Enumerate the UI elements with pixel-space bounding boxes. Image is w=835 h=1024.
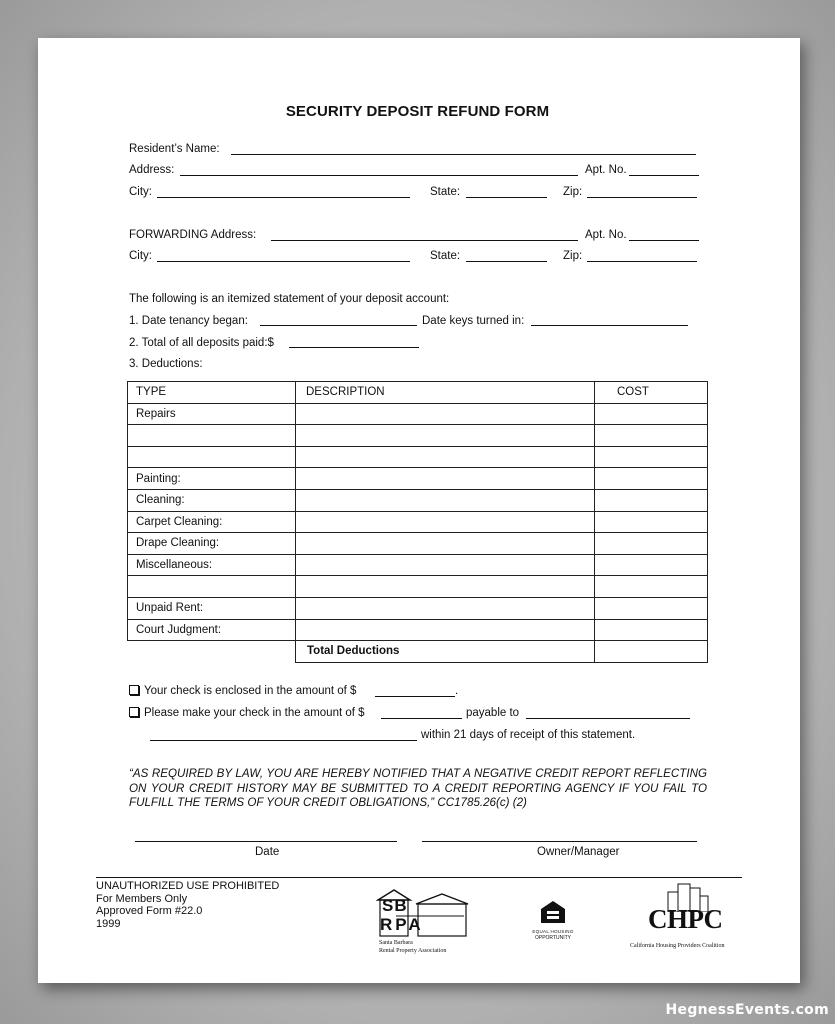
- residents-name-field[interactable]: [231, 154, 696, 155]
- table-row: [128, 576, 708, 598]
- equal-housing-icon: [539, 900, 567, 924]
- forwarding-address-field[interactable]: [271, 240, 578, 241]
- check-enclosed-checkbox[interactable]: [129, 685, 139, 695]
- cost-cell[interactable]: [595, 425, 708, 447]
- zip-label: Zip:: [563, 186, 583, 198]
- footer-line-members: For Members Only: [96, 892, 188, 905]
- cost-cell[interactable]: [595, 489, 708, 511]
- type-cell[interactable]: [128, 446, 296, 468]
- sbrpa-logo: [376, 888, 471, 960]
- within-days-label: within 21 days of receipt of this statement.: [421, 729, 636, 741]
- footer-divider: [96, 877, 742, 878]
- forwarding-city-field[interactable]: [157, 261, 410, 262]
- forwarding-city-label: City:: [129, 250, 152, 262]
- cost-cell[interactable]: [595, 597, 708, 619]
- chpc-letters: CHPC: [648, 904, 723, 934]
- total-deductions-cost[interactable]: [595, 641, 708, 663]
- state-field[interactable]: [466, 197, 547, 198]
- cost-cell[interactable]: [595, 554, 708, 576]
- state-label: State:: [430, 186, 461, 198]
- date-tenancy-began-label: 1. Date tenancy began:: [129, 315, 248, 327]
- description-cell[interactable]: [296, 468, 595, 490]
- total-row: [128, 641, 708, 663]
- table-row: [128, 446, 708, 468]
- total-deposits-field[interactable]: [289, 347, 419, 348]
- payee-field[interactable]: [150, 740, 417, 741]
- type-cell[interactable]: [128, 576, 296, 598]
- sbrpa-letters-top: SB: [382, 896, 408, 915]
- date-signature-field[interactable]: [135, 841, 397, 842]
- type-cell: Miscellaneous:: [128, 554, 296, 576]
- table-row: [128, 533, 708, 555]
- table-row: [128, 554, 708, 576]
- sbrpa-caption-1: Santa Barbara: [379, 940, 413, 946]
- check-enclosed-row: [129, 684, 356, 698]
- total-deductions-label: Total Deductions: [296, 641, 595, 663]
- description-cell[interactable]: [296, 403, 595, 425]
- total-row-spacer: [128, 641, 296, 663]
- type-cell: Unpaid Rent:: [128, 597, 296, 619]
- total-deposits-label: 2. Total of all deposits paid:$: [129, 337, 274, 349]
- make-check-checkbox[interactable]: [129, 707, 139, 717]
- type-header: TYPE: [128, 382, 296, 404]
- date-keys-turned-in-field[interactable]: [531, 325, 688, 326]
- table-row: [128, 597, 708, 619]
- cost-cell[interactable]: [595, 446, 708, 468]
- cost-cell[interactable]: [595, 533, 708, 555]
- make-check-label: Please make your check in the amount of $: [144, 707, 365, 719]
- payable-to-field[interactable]: [526, 718, 690, 719]
- statement-intro: The following is an itemized statement of your deposit account:: [129, 293, 450, 305]
- description-cell[interactable]: [296, 489, 595, 511]
- address-field[interactable]: [180, 175, 578, 176]
- description-cell[interactable]: [296, 554, 595, 576]
- forwarding-address-label: FORWARDING Address:: [129, 229, 257, 241]
- credit-report-notice: “AS REQUIRED BY LAW, YOU ARE HEREBY NOTIFIED THAT A NEGATIVE CREDIT REPORT REFLECTING ON YOUR CREDIT HISTORY MAY BE SUBMITTED TO A CREDIT REPORTING AGENCY IF YOU FAIL TO FULFILL THE TERMS OF YOUR CREDIT OBLIGATIONS,” CC1785.26(c) (2): [129, 767, 707, 809]
- deductions-table: [127, 381, 708, 663]
- cost-cell[interactable]: [595, 511, 708, 533]
- check-enclosed-label: Your check is enclosed in the amount of $: [144, 685, 357, 697]
- sbrpa-caption-2: Rental Property Association: [379, 948, 447, 954]
- type-cell: Cleaning:: [128, 489, 296, 511]
- forwarding-state-label: State:: [430, 250, 461, 262]
- footer-text: [96, 880, 279, 930]
- table-row: [128, 403, 708, 425]
- check-enclosed-period: .: [455, 685, 459, 697]
- table-row: [128, 489, 708, 511]
- footer-line-unauthorized: UNAUTHORIZED USE PROHIBITED: [96, 880, 280, 892]
- make-check-row: [129, 706, 365, 720]
- description-cell[interactable]: [296, 619, 595, 641]
- owner-signature-label: Owner/Manager: [537, 846, 620, 858]
- apt-no-label: Apt. No.: [585, 164, 627, 176]
- city-label: City:: [129, 186, 152, 198]
- table-row: [128, 468, 708, 490]
- chpc-caption: California Housing Providers Coalition: [630, 943, 725, 949]
- form-title: SECURITY DEPOSIT REFUND FORM: [285, 103, 550, 120]
- type-cell[interactable]: [128, 425, 296, 447]
- make-check-amount-field[interactable]: [381, 718, 462, 719]
- zip-field[interactable]: [587, 197, 697, 198]
- type-cell: Drape Cleaning:: [128, 533, 296, 555]
- table-row: [128, 425, 708, 447]
- description-cell[interactable]: [296, 533, 595, 555]
- footer-line-approved: Approved Form #22.0: [96, 905, 203, 917]
- payable-to-label: payable to: [466, 707, 520, 719]
- description-header: DESCRIPTION: [296, 382, 595, 404]
- equal-housing-line-2: OPPORTUNITY: [534, 935, 572, 941]
- type-cell: Court Judgment:: [128, 619, 296, 641]
- description-cell[interactable]: [296, 597, 595, 619]
- forwarding-zip-label: Zip:: [563, 250, 583, 262]
- owner-signature-field[interactable]: [422, 841, 697, 842]
- cost-cell[interactable]: [595, 576, 708, 598]
- type-cell: Repairs: [128, 403, 296, 425]
- table-row: [128, 619, 708, 641]
- address-label: Address:: [129, 164, 175, 176]
- description-cell[interactable]: [296, 511, 595, 533]
- equal-housing-line-1: EQUAL HOUSING: [532, 929, 574, 934]
- cost-header: COST: [595, 382, 708, 404]
- footer-line-year: 1999: [96, 917, 121, 930]
- description-cell[interactable]: [296, 425, 595, 447]
- forwarding-apt-no-field[interactable]: [629, 240, 699, 241]
- forwarding-apt-no-label: Apt. No.: [585, 229, 627, 241]
- description-cell[interactable]: [296, 446, 595, 468]
- chpc-logo: [630, 882, 742, 962]
- table-row: [128, 511, 708, 533]
- date-signature-label: Date: [255, 846, 280, 858]
- type-cell: Painting:: [128, 468, 296, 490]
- site-watermark: HegnessEvents.com: [665, 1002, 829, 1018]
- sbrpa-letters-bottom: RPA: [380, 915, 424, 934]
- cost-cell[interactable]: [595, 403, 708, 425]
- apt-no-field[interactable]: [629, 175, 699, 176]
- date-tenancy-began-field[interactable]: [260, 325, 417, 326]
- table-header-row: [128, 382, 708, 404]
- forwarding-state-field[interactable]: [466, 261, 547, 262]
- date-keys-turned-in-label: Date keys turned in:: [422, 315, 525, 327]
- cost-cell[interactable]: [595, 468, 708, 490]
- residents-name-label: Resident’s Name:: [129, 143, 220, 155]
- deductions-label: 3. Deductions:: [129, 358, 203, 370]
- equal-housing-logo: [523, 900, 583, 948]
- description-cell[interactable]: [296, 576, 595, 598]
- check-enclosed-amount-field[interactable]: [375, 696, 455, 697]
- city-field[interactable]: [157, 197, 410, 198]
- type-cell: Carpet Cleaning:: [128, 511, 296, 533]
- forwarding-zip-field[interactable]: [587, 261, 697, 262]
- cost-cell[interactable]: [595, 619, 708, 641]
